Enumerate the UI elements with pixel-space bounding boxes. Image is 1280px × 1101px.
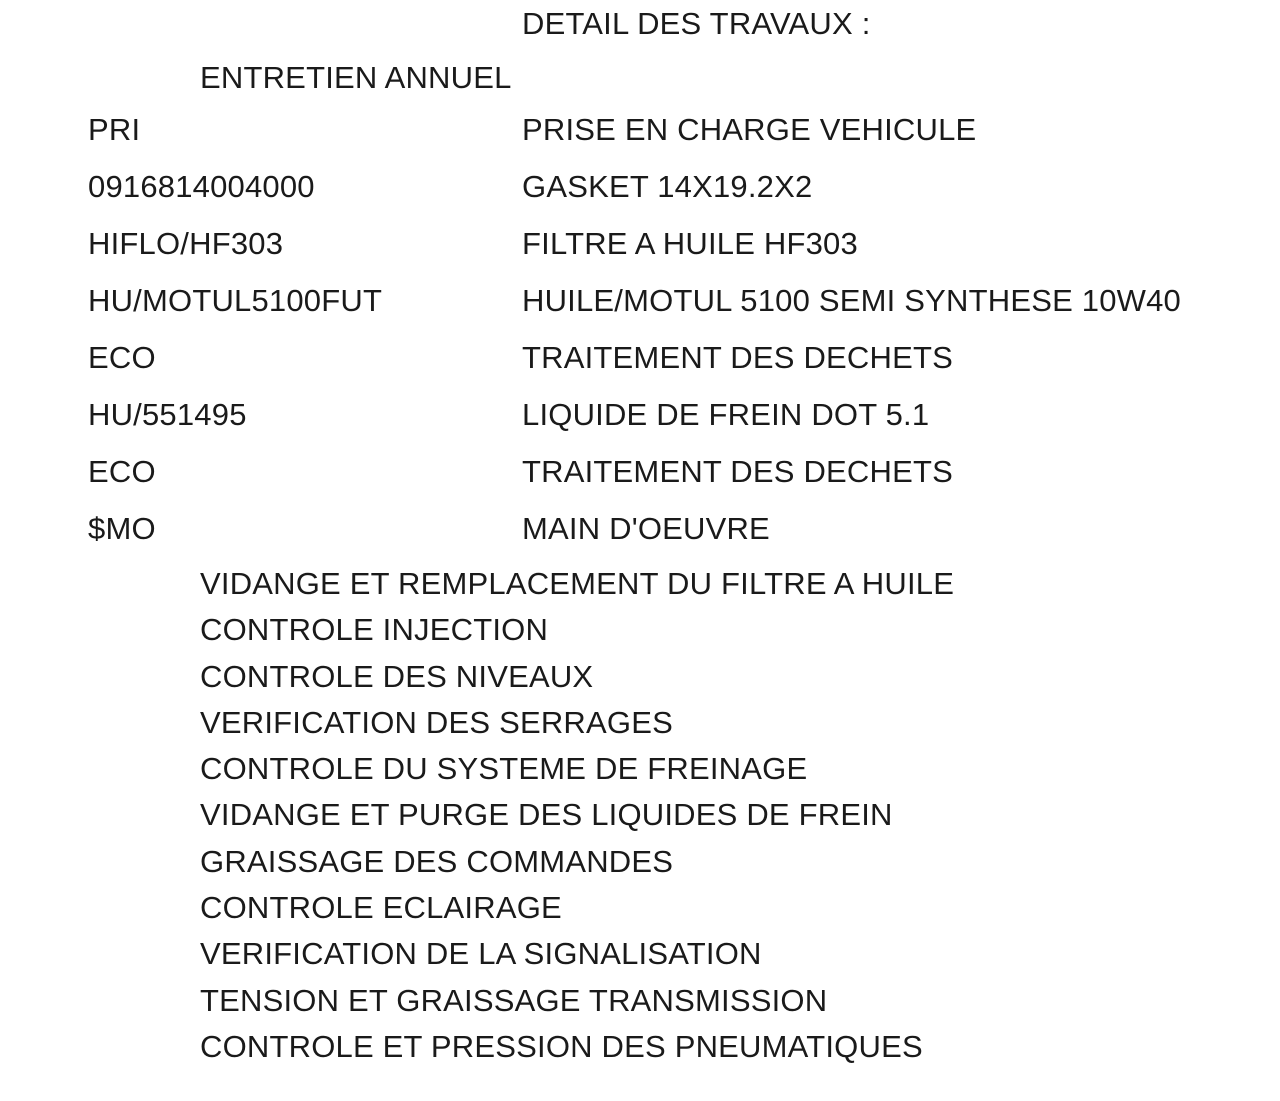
line-item-description: MAIN D'OEUVRE (522, 511, 770, 546)
document-title: DETAIL DES TRAVAUX : (522, 6, 871, 41)
line-item-code: ECO (88, 454, 156, 489)
line-item-description: PRISE EN CHARGE VEHICULE (522, 112, 977, 147)
line-item-code: ECO (88, 340, 156, 375)
operation-item: VIDANGE ET REMPLACEMENT DU FILTRE A HUILE (200, 566, 955, 601)
line-item-description: TRAITEMENT DES DECHETS (522, 454, 953, 489)
section-heading: ENTRETIEN ANNUEL (200, 60, 512, 95)
line-item-code: 0916814004000 (88, 169, 315, 204)
line-item-description: LIQUIDE DE FREIN DOT 5.1 (522, 397, 930, 432)
operation-item: CONTROLE INJECTION (200, 612, 549, 648)
operation-item: CONTROLE DU SYSTEME DE FREINAGE (200, 751, 808, 787)
operation-item: CONTROLE ET PRESSION DES PNEUMATIQUES (200, 1028, 923, 1064)
line-item-code: HIFLO/HF303 (88, 226, 284, 261)
operation-item: CONTROLE ECLAIRAGE (200, 890, 562, 926)
line-item-code: HU/551495 (88, 397, 247, 432)
line-item-code: $MO (88, 511, 156, 546)
line-item-code: HU/MOTUL5100FUT (88, 283, 383, 318)
operation-item: VIDANGE ET PURGE DES LIQUIDES DE FREIN (200, 797, 893, 833)
line-item-description: GASKET 14X19.2X2 (522, 169, 813, 204)
line-item-description: FILTRE A HUILE HF303 (522, 226, 858, 261)
line-item-description: HUILE/MOTUL 5100 SEMI SYNTHESE 10W40 (522, 283, 1181, 318)
line-item-code: PRI (88, 112, 141, 147)
operation-item: CONTROLE DES NIVEAUX (200, 658, 594, 694)
operation-item: VERIFICATION DES SERRAGES (200, 704, 673, 740)
operation-item: VERIFICATION DE LA SIGNALISATION (200, 936, 762, 972)
operation-item: TENSION ET GRAISSAGE TRANSMISSION (200, 982, 828, 1018)
operations-list (200, 568, 954, 1077)
operation-item: GRAISSAGE DES COMMANDES (200, 843, 674, 879)
line-item-description: TRAITEMENT DES DECHETS (522, 340, 953, 375)
